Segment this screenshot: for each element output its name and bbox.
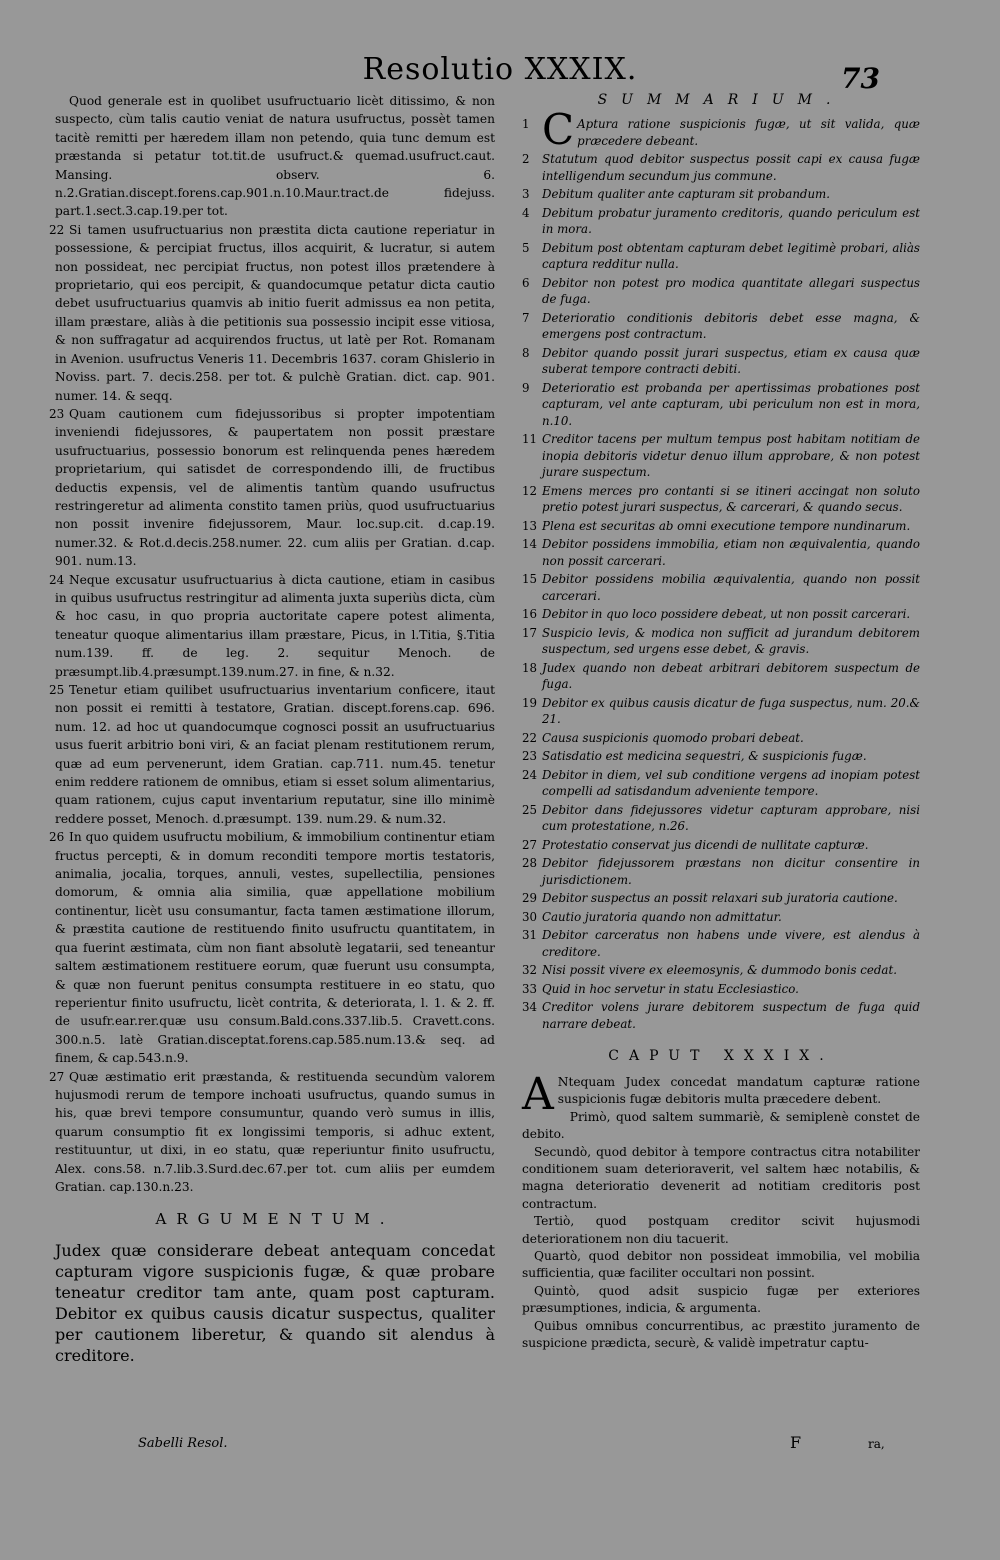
summarium-item xyxy=(522,151,920,184)
summarium-text xyxy=(542,310,920,343)
summarium-text xyxy=(542,695,920,728)
summarium-item-text: Quid in hoc servetur in statu Ecclesiastico. xyxy=(542,981,799,996)
summarium-number: 17 xyxy=(522,625,538,640)
summarium-number: 5 xyxy=(522,240,530,255)
summarium-text xyxy=(542,205,920,238)
paragraph-text: Tenetur etiam quilibet usufructuarius inventarium conficere, itaut non possit ei remitti à testatore, Gratian. discept.forens.cap. 696. num. 12. ad hoc ut quandocumque cognosci possit an usufructuarius usus fuerit arbitrio boni viri, & an faciat plenam restitutionem rerum, quæ ad eum pervenerunt, idem Gratian. cap.711. num.45. tenetur enim reddere rationem de omnibus, etiam si esset solum alimentarius, quam rationem, cujus caput inventarium reputatur, sine illo minimè reddere posset, Menoch. d.præsumpt. 139. num.29. & num.32. xyxy=(55,683,495,826)
caput-heading: CAPUT XXXIX. xyxy=(608,1048,834,1064)
summarium-item xyxy=(522,981,920,998)
summarium-item-text: Debitor quando possit jurari suspectus, etiam ex causa quæ suberat tempore contracti debiti. xyxy=(542,345,920,376)
summarium-number: 16 xyxy=(522,607,538,621)
summarium-text xyxy=(542,981,920,998)
margin-number: 25 xyxy=(49,683,65,697)
caput-paragraph: Primò, quod saltem summariè, & semiplenè constet de debito. xyxy=(522,1109,920,1142)
caput-paragraph: Quintò, quod adsit suspicio fugæ per exteriores præsumptiones, indicia, & argumenta. xyxy=(522,1283,920,1316)
summarium-text xyxy=(542,660,920,693)
caput-paragraph: Quibus omnibus concurrentibus, ac præstito juramento de suspicione prædicta, securè, & validè impetratur captu- xyxy=(522,1318,920,1351)
summarium-item-text: Debitor suspectus an possit relaxari sub juratoria cautione. xyxy=(542,891,898,905)
summarium-text xyxy=(542,483,920,516)
summarium-item-text: Creditor volens jurare debitorem suspectum de fuga quid narrare debeat. xyxy=(542,1000,920,1031)
summarium-number: 9 xyxy=(522,380,530,395)
summarium-item-text: Causa suspicionis quomodo probari debeat. xyxy=(542,730,804,745)
summarium-item xyxy=(522,536,920,569)
summarium-item-text: Protestatio conservat jus dicendi de nullitate capturæ. xyxy=(542,837,869,852)
summarium-item xyxy=(522,205,920,238)
summarium-item-text: Emens merces pro contanti si se itineri accingat non soluto pretio potest jurari suspectus, & carcerari, & quando secus. xyxy=(542,483,920,514)
summarium-item xyxy=(522,310,920,343)
summarium-item xyxy=(522,748,920,765)
summarium-number: 31 xyxy=(522,928,538,942)
paragraph-text: Si tamen usufructuarius non præstita dicta cautione reperiatur in possessione, & percipiat fructus, illos acquirit, & lucratur, si autem non possideat, nec percipiat fructus, non potest illos prætendere à proprietario, qui eos percipit, & quandocumque petatur dicta cautio debet usufructuarius quamvis ab initio fuerit admissus ea non petita, illam præstare, aliàs à die petitionis sua possessio incipit esse vitiosa, & non suffragatur ad acquirendos fructus, ut latè per Rot. Romanam in Avenion. usufructus Veneris 11. Decembris 1637. coram Ghislerio in Noviss. part. 7. decis.258. per tot. & pulchè Gratian. dict. cap. 901. numer. 14. & seqq. xyxy=(55,222,495,403)
drop-capital: A xyxy=(522,1069,554,1120)
summarium-number: 15 xyxy=(522,572,538,586)
summarium-item xyxy=(522,909,920,926)
summarium-item-text: Plena est securitas ab omni executione tempore nundinarum. xyxy=(542,518,911,533)
summarium-item-text: Debitor fidejussorem præstans non dicitur consentire in jurisdictionem. xyxy=(542,856,920,887)
summarium-text xyxy=(542,431,920,481)
right-column xyxy=(522,92,920,1353)
summarium-item-text: Debitum qualiter ante capturam sit probandum. xyxy=(542,187,830,201)
summarium-number: 30 xyxy=(522,909,538,924)
caput-first-text: Ntequam Judex concedat mandatum capturæ ratione suspicionis fugæ debitoris multa præcedere debent. xyxy=(557,1075,920,1107)
summarium-item xyxy=(522,767,920,800)
text-paragraph xyxy=(49,681,495,828)
signature-mark: F xyxy=(790,1433,802,1452)
summarium-item xyxy=(522,606,920,623)
summarium-text xyxy=(542,606,920,623)
margin-number: 27 xyxy=(49,1069,65,1084)
summarium-text xyxy=(542,536,920,569)
summarium-text xyxy=(542,837,920,854)
summarium-item-text: Nisi possit vivere ex eleemosynis, & dummodo bonis cedat. xyxy=(542,963,897,977)
summarium-item-text: Debitor carceratus non habens unde vivere, est alendus à creditore. xyxy=(542,928,920,959)
summarium-item xyxy=(522,695,920,728)
summarium-item xyxy=(522,802,920,835)
summarium-item xyxy=(522,962,920,979)
summarium-item xyxy=(522,837,920,854)
paragraph-text: Neque excusatur usufructuarius à dicta cautione, etiam in casibus in quibus usufructus restringitur ad alimenta juxta superiùs dicta, cùm & hoc casu, in quo propria auctoritate capere potest alimenta, teneatur quoque alimentarius illam præstare, Picus, in l.Titia, §.Titia num.139. ff. de leg. 2. sequitur Menoch. de præsumpt.lib.4.præsumpt.139.num.27. in fine, & n.32. xyxy=(55,572,495,679)
summarium-item-text: Debitor possidens mobilia æquivalentia, quando non possit carcerari. xyxy=(542,572,920,603)
summarium-number: 7 xyxy=(522,310,530,325)
summarium-text xyxy=(542,927,920,960)
summarium-number: 6 xyxy=(522,275,530,290)
margin-number: 24 xyxy=(49,572,65,587)
left-paragraphs xyxy=(49,92,495,1196)
summarium-number: 19 xyxy=(522,695,538,710)
caput-paragraphs xyxy=(522,1109,920,1353)
summarium-item-text: Judex quando non debeat arbitrari debitorem suspectum de fuga. xyxy=(542,660,920,691)
summarium-number: 1 xyxy=(522,117,530,131)
margin-number: 23 xyxy=(49,406,65,421)
summarium-number: 32 xyxy=(522,963,538,977)
summarium-item-text: Debitum probatur juramento creditoris, quando periculum est in mora. xyxy=(542,205,920,236)
left-column xyxy=(49,92,495,1366)
argumentum-text: Judex quæ considerare debeat antequam concedat capturam vigore suspicionis fugæ, & quæ probare teneatur creditor tam ante, quam post capturam. Debitor ex quibus causis dicatur suspectus, qualiter per cautionem liberetur, & quando sit alendus à creditore. xyxy=(55,1241,495,1366)
summarium-item-text: Debitor dans fidejussores videtur capturam approbare, nisi cum protestatione, n.26. xyxy=(542,802,920,833)
summarium-text xyxy=(542,625,920,658)
summarium-number: 2 xyxy=(522,152,530,166)
summarium-number: 14 xyxy=(522,537,538,551)
summarium-text xyxy=(542,518,920,535)
text-paragraph xyxy=(55,92,495,221)
paragraph-text: Quod generale est in quolibet usufructuario licèt ditissimo, & non suspecto, cùm talis cautio veniat de natura usufructus, possèt tamen tacitè remitti per hæredem illam non petendo, quia tunc demum est præstanda si petatur tot.tit.de usufruct.& quemad.usufruct.caut. Mansing. observ. 6. n.2.Gratian.discept.forens.cap.901.n.10.Maur.tract.de fidejuss. part.1.sect.3.cap.19.per tot. xyxy=(55,94,495,219)
summarium-text xyxy=(542,240,920,273)
summarium-number: 12 xyxy=(522,483,538,498)
summarium-item xyxy=(522,483,920,516)
summarium-text xyxy=(542,855,920,888)
summarium-item-text: Deterioratio est probanda per apertissimas probationes post capturam, vel ante capturam, ubi periculum non est in mora, n.10. xyxy=(542,380,920,428)
summarium-item-text: Statutum quod debitor suspectus possit capi ex causa fugæ intelligendum secundum jus commune. xyxy=(542,152,920,183)
summarium-item-text: Debitor possidens immobilia, etiam non æquivalentia, quando non possit carcerari. xyxy=(542,537,920,568)
summarium-number: 23 xyxy=(522,749,538,763)
summarium-item xyxy=(522,186,920,203)
summarium-item-text: Debitor non potest pro modica quantitate allegari suspectus de fuga. xyxy=(542,275,920,306)
margin-number: 26 xyxy=(49,830,65,845)
argumentum-heading: ARGUMENTUM. xyxy=(155,1210,395,1229)
summarium-text xyxy=(542,151,920,184)
summarium-item xyxy=(522,855,920,888)
text-paragraph xyxy=(49,221,495,405)
summarium-item-text: Debitor in quo loco possidere debeat, ut non possit carcerari. xyxy=(542,607,911,621)
margin-number: 22 xyxy=(49,222,65,237)
summarium-text xyxy=(542,571,920,604)
summarium-text xyxy=(542,909,920,926)
summarium-item-text: Debitum post obtentam capturam debet legitimè probari, aliàs captura redditur nulla. xyxy=(542,240,920,271)
summarium-item xyxy=(522,660,920,693)
text-paragraph xyxy=(49,828,495,1067)
summarium-number: 18 xyxy=(522,660,538,675)
summarium-item xyxy=(522,431,920,481)
summarium-text xyxy=(542,962,920,979)
running-head: Resolutio XXXIX. xyxy=(362,52,638,87)
summarium-number: 33 xyxy=(522,981,538,996)
caput-paragraph: Quartò, quod debitor non possideat immobilia, vel mobilia sufficientia, quæ faciliter occultari non possint. xyxy=(522,1249,920,1281)
caput-paragraph: Secundò, quod debitor à tempore contractus citra notabiliter conditionem suam deterioraverit, vel saltem hæc notabilis, & magna deterioratio devenerit ad notitiam creditoris post contractum. xyxy=(522,1144,920,1211)
summarium-item xyxy=(522,571,920,604)
summarium-item-text: Debitor in diem, vel sub conditione vergens ad inopiam potest compelli ad satisdandum adveniente tempore. xyxy=(542,767,920,798)
summarium-number: 34 xyxy=(522,1000,538,1014)
text-paragraph xyxy=(49,571,495,681)
summarium-item-text: Cautio juratoria quando non admittatur. xyxy=(542,909,782,924)
summarium-item xyxy=(522,625,920,658)
summarium-text xyxy=(542,380,920,430)
summarium-number: 8 xyxy=(522,345,530,360)
summarium-number: 24 xyxy=(522,767,538,782)
summarium-list xyxy=(522,105,920,1032)
summarium-text xyxy=(542,767,920,800)
summarium-number: 3 xyxy=(522,187,530,201)
summarium-text xyxy=(542,802,920,835)
summarium-item-text: Creditor tacens per multum tempus post habitam notitiam de inopia debitoris videtur denuo illum approbare, & non potest jurare suspectum. xyxy=(542,432,920,479)
summarium-item xyxy=(522,240,920,273)
summarium-number: 4 xyxy=(522,205,530,220)
summarium-item xyxy=(522,999,920,1032)
summarium-text xyxy=(542,275,920,308)
text-paragraph xyxy=(49,405,495,571)
drop-capital: C xyxy=(542,105,575,154)
summarium-item-text: Aptura ratione suspicionis fugæ, ut sit valida, quæ præcedere debeant. xyxy=(577,117,920,148)
summarium-number: 28 xyxy=(522,856,538,870)
summarium-item-text: Deterioratio conditionis debitoris debet esse magna, & emergens post contractum. xyxy=(542,310,920,341)
summarium-number: 29 xyxy=(522,891,538,905)
summarium-text xyxy=(542,345,920,378)
caput-paragraph: Tertiò, quod postquam creditor scivit hujusmodi deteriorationem non diu tacuerit. xyxy=(522,1214,920,1246)
summarium-text xyxy=(542,890,920,907)
paragraph-text: Quæ æstimatio erit præstanda, & restituenda secundùm valorem hujusmodi rerum de tempore inchoati usufructus, quando sumus in his, quæ brevi tempore consumuntur, quando verò sumus in illis, quarum consumptio fit ex longissimi temporis, si adhuc extent, restituuntur, ut dixi, in eo statu, quæ reperiuntur finito usufructu, Alex. cons.58. n.7.lib.3.Surd.dec.67.per tot. cum aliis per eumdem Gratian. cap.130.n.23. xyxy=(55,1069,495,1194)
summarium-item xyxy=(522,890,920,907)
text-paragraph xyxy=(49,1068,495,1197)
summarium-item xyxy=(522,345,920,378)
paragraph-text: Quam cautionem cum fidejussoribus si propter impotentiam inveniendi fidejussores, & paupertatem non possit præstare usufructuarius, possessio bonorum est relinquenda penes hæredem proprietarium, qui satisdet de correspondendo illi, de fructibus deductis expensis, vel de alimentis tantùm quando usufructus restringeretur ad alimenta constito tamen priùs, quod usufructuarius non possit invenire fidejussorem, Maur. loc.sup.cit. d.cap.19. numer.32. & Rot.d.decis.258.numer. 22. cum aliis per Gratian. d.cap. 901. num.13. xyxy=(55,406,495,569)
book-title-footer: Sabelli Resol. xyxy=(138,1436,228,1451)
summarium-item xyxy=(522,380,920,430)
summarium-text xyxy=(542,186,920,203)
summarium-number: 25 xyxy=(522,802,538,817)
summarium-item xyxy=(522,105,920,154)
summarium-text xyxy=(542,730,920,747)
summarium-heading: SUMMARIUM. xyxy=(597,92,845,108)
caput-first-paragraph xyxy=(522,1069,920,1120)
summarium-number: 22 xyxy=(522,730,538,745)
summarium-item-text: Satisdatio est medicina sequestri, & suspicionis fugæ. xyxy=(542,749,867,763)
summarium-item xyxy=(522,927,920,960)
page-number: 73 xyxy=(841,62,880,95)
paragraph-text: In quo quidem usufructu mobilium, & immobilium continentur etiam fructus percepti, & in domum reconditi tempore mortis testatoris, animalia, jocalia, torques, annuli, vestes, supellectilia, pensiones domorum, & omnia alia similia, quæ appellatione mobilium continentur, licèt usu consumantur, facta tamen æstimatione illorum, & præstita cautione de restituendo finito usufructu quantitatem, in qua fuerint æstimata, cùm non fiant absolutè legatarii, sed teneantur saltem æstimationem restituere eorum, quæ fuerunt usu consumpta, & quæ non fuerunt penitus consumpta restituere in eo statu, quo reperientur finito usufructu, licèt contrita, & deteriorata, l. 1. & 2. ff. de usufr.ear.rer.quæ usu consum.Bald.cons.337.lib.5. Cravett.cons. 300.n.5. latè Gratian.disceptat.forens.cap.585.num.13.& seq. ad finem, & cap.543.n.9. xyxy=(55,830,495,1066)
summarium-number: 11 xyxy=(522,432,538,446)
summarium-item-text: Debitor ex quibus causis dicatur de fuga suspectus, num. 20.& 21. xyxy=(542,695,920,726)
summarium-text xyxy=(542,999,920,1032)
summarium-text xyxy=(542,105,920,154)
summarium-text xyxy=(542,748,920,765)
summarium-item-text: Suspicio levis, & modica non sufficit ad jurandum debitorem suspectum, sed urgens esse debet, & gravis. xyxy=(542,625,920,656)
summarium-number: 27 xyxy=(522,837,538,852)
summarium-item xyxy=(522,518,920,535)
summarium-number: 13 xyxy=(522,518,538,533)
catchword: ra, xyxy=(868,1437,885,1451)
summarium-item xyxy=(522,730,920,747)
summarium-item xyxy=(522,275,920,308)
